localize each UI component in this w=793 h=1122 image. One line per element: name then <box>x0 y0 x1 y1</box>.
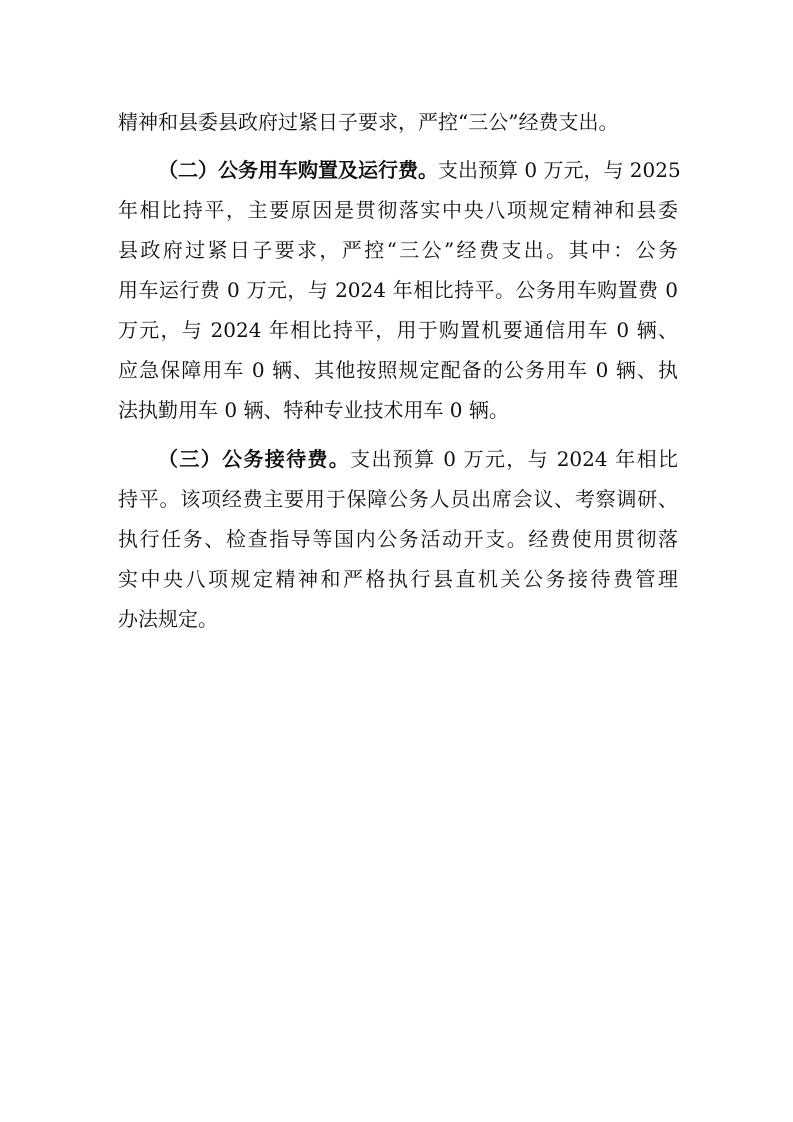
paragraph-2-line-4 <box>118 278 678 302</box>
paragraph-3-text: 实中央八项规定精神和严格执行县直机关公务接待费管理 <box>118 567 678 591</box>
paragraph-2-line-3 <box>118 238 678 262</box>
paragraph-3-line-3 <box>118 527 678 551</box>
paragraph-2-text: 县政府过紧日子要求，严控“三公”经费支出。其中：公务 <box>118 238 678 262</box>
paragraph-3-text: 执行任务、检查指导等国内公务活动开支。经费使用贯彻落 <box>118 527 678 551</box>
paragraph-2-line-6 <box>118 358 678 382</box>
paragraph-3-line-1 <box>158 447 678 471</box>
paragraph-3-line-4 <box>118 567 678 591</box>
paragraph-3-text: 支出预算 0 万元，与 2024 年相比 <box>350 447 678 471</box>
paragraph-2-text: 用车运行费 0 万元，与 2024 年相比持平。公务用车购置费 0 <box>118 278 678 302</box>
paragraph-3-text: 办法规定。 <box>118 607 218 631</box>
paragraph-2-line-2 <box>118 198 678 222</box>
paragraph-2-text: 年相比持平，主要原因是贯彻落实中央八项规定精神和县委 <box>118 198 678 222</box>
paragraph-2-text: 万元，与 2024 年相比持平，用于购置机要通信用车 0 辆、 <box>118 318 678 342</box>
paragraph-3-line-2 <box>118 487 678 511</box>
section-heading-vehicle: （二）公务用车购置及运行费。 <box>158 158 438 182</box>
paragraph-2-line-7 <box>118 398 678 422</box>
paragraph-3-text: 持平。该项经费主要用于保障公务人员出席会议、考察调研、 <box>118 487 678 511</box>
paragraph-1-text: 精神和县委县政府过紧日子要求，严控“三公”经费支出。 <box>118 110 619 134</box>
paragraph-2-text: 法执勤用车 0 辆、特种专业技术用车 0 辆。 <box>118 398 509 422</box>
paragraph-1-line-1 <box>118 110 678 134</box>
paragraph-2-text: 支出预算 0 万元，与 2025 <box>438 158 681 182</box>
paragraph-2-text: 应急保障用车 0 辆、其他按照规定配备的公务用车 0 辆、执 <box>118 358 678 382</box>
paragraph-2-line-5 <box>118 318 678 342</box>
paragraph-3-line-5 <box>118 607 678 631</box>
section-heading-reception: （三）公务接待费。 <box>158 447 351 471</box>
paragraph-2-line-1 <box>158 158 681 182</box>
